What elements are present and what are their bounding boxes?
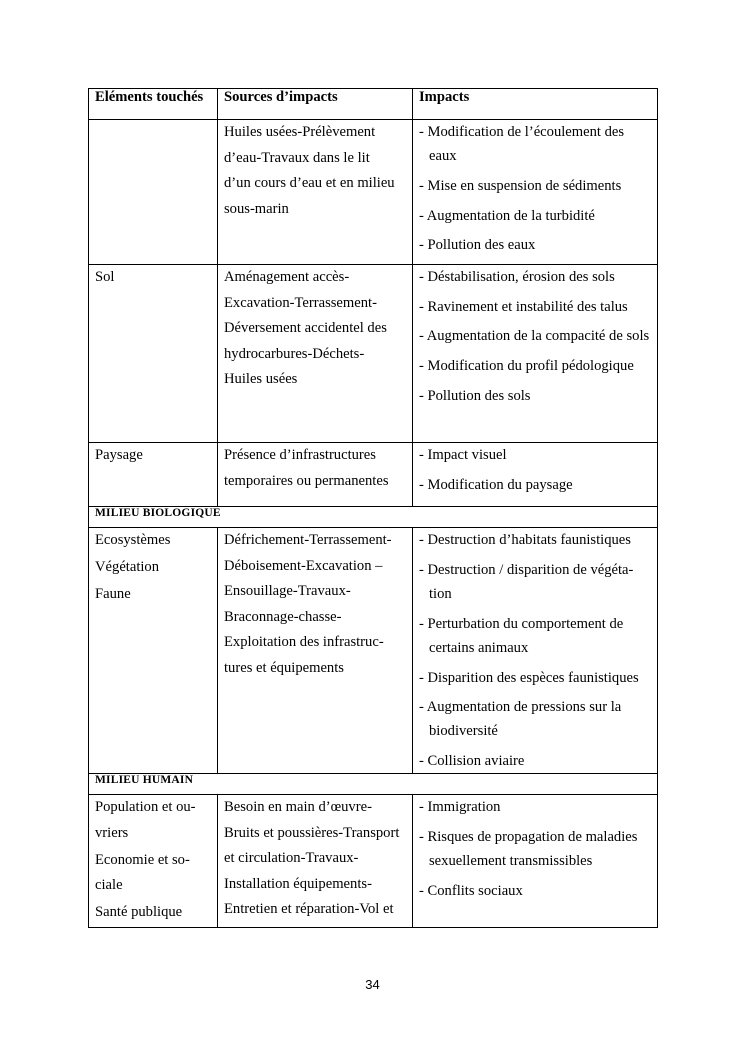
- impacts-table: [88, 88, 658, 928]
- element-label: Végétation: [95, 559, 160, 575]
- impact-item: - Ravinement et instabilité des talus: [419, 298, 628, 315]
- source-line: d’eau-Travaux dans le lit: [224, 149, 370, 166]
- source-line: et circulation-Travaux-: [224, 850, 359, 867]
- impact-item: - Modification de l’écoulement des eaux: [419, 124, 625, 165]
- impact-item: - Modification du profil pédologique: [419, 358, 634, 375]
- impact-item: - Modification du paysage: [419, 476, 573, 493]
- section-title-humain: MILIEU HUMAIN: [89, 774, 658, 795]
- impact-item: - Augmentation de la compacité de sols: [419, 328, 650, 345]
- impacts-cell: [413, 795, 658, 928]
- source-line: Exploitation des infrastruc-: [224, 634, 384, 650]
- impact-item: - Perturbation du comportement de certains animaux: [419, 615, 624, 656]
- impact-item: - Conflits sociaux: [419, 882, 523, 899]
- source-line: sous-marin: [224, 200, 289, 217]
- source-line: Déversement accidentel des: [224, 320, 387, 336]
- table-header-row: [89, 89, 658, 120]
- source-line: temporaires ou permanentes: [224, 472, 389, 489]
- table-row: [89, 443, 658, 507]
- page-number: 34: [365, 977, 380, 992]
- element-label: Ecosystèmes: [95, 532, 171, 548]
- sources-cell: [218, 265, 413, 443]
- source-line: Excavation-Terrassement-: [224, 294, 377, 311]
- sources-cell: [218, 120, 413, 265]
- source-line: Présence d’infrastructures: [224, 447, 376, 463]
- sources-cell: [218, 443, 413, 507]
- source-line: Défrichement-Terrassement-: [224, 532, 392, 548]
- element-label: Santé publique: [95, 904, 183, 921]
- source-line: Huiles usées: [224, 371, 298, 387]
- section-title-biologique: MILIEU BIOLOGIQUE: [89, 507, 658, 528]
- element-label: Economie et so-ciale: [95, 851, 190, 894]
- source-line: Besoin en main d’œuvre-: [224, 799, 372, 816]
- impact-item: - Destruction / disparition de végéta-tion: [419, 561, 634, 602]
- impact-item: - Immigration: [419, 799, 501, 816]
- section-row-biologique: [89, 507, 658, 528]
- impacts-cell: [413, 528, 658, 774]
- table-row: [89, 795, 658, 928]
- column-header-elements: Eléments touchés: [89, 89, 218, 120]
- impact-item: - Impact visuel: [419, 447, 507, 463]
- impacts-cell: [413, 120, 658, 265]
- impacts-cell: [413, 443, 658, 507]
- impact-item: - Pollution des eaux: [419, 237, 536, 254]
- elements-cell: [89, 795, 218, 928]
- source-line: Aménagement accès-: [224, 269, 350, 285]
- elements-cell: [89, 265, 218, 443]
- sources-cell: [218, 795, 413, 928]
- source-line: hydrocarbures-Déchets-: [224, 345, 365, 362]
- table-row: [89, 528, 658, 774]
- section-row-humain: [89, 774, 658, 795]
- element-label: Sol: [95, 269, 115, 285]
- column-header-sources: Sources d’impacts: [218, 89, 413, 120]
- source-line: Huiles usées-Prélèvement: [224, 124, 376, 140]
- impact-item: - Augmentation de la turbidité: [419, 207, 595, 224]
- column-header-impacts: Impacts: [413, 89, 658, 120]
- source-line: Installation équipements-: [224, 875, 372, 892]
- table-row: [89, 120, 658, 265]
- sources-cell: [218, 528, 413, 774]
- impact-item: - Risques de propagation de maladies sexuellement transmissibles: [419, 829, 638, 870]
- source-line: Entretien et réparation-Vol et: [224, 901, 394, 918]
- impact-item: - Disparition des espèces faunistiques: [419, 669, 639, 686]
- impact-item: - Augmentation de pressions sur la biodiversité: [419, 699, 622, 740]
- source-line: Braconnage-chasse-: [224, 608, 342, 625]
- impact-item: - Collision aviaire: [419, 753, 525, 770]
- impact-item: - Mise en suspension de sédiments: [419, 177, 622, 194]
- source-line: Déboisement-Excavation –: [224, 557, 383, 574]
- element-label: Faune: [95, 586, 131, 602]
- element-label: Paysage: [95, 447, 143, 463]
- elements-cell: [89, 120, 218, 265]
- element-label: Population et ou-vriers: [95, 799, 196, 841]
- table-row: [89, 265, 658, 443]
- source-line: tures et équipements: [224, 659, 344, 676]
- impact-item: - Déstabilisation, érosion des sols: [419, 269, 615, 285]
- impact-item: - Destruction d’habitats faunistiques: [419, 532, 631, 548]
- impacts-cell: [413, 265, 658, 443]
- elements-cell: [89, 528, 218, 774]
- source-line: d’un cours d’eau et en milieu: [224, 175, 395, 191]
- source-line: Bruits et poussières-Transport: [224, 824, 400, 841]
- source-line: Ensouillage-Travaux-: [224, 583, 351, 599]
- impact-item: - Pollution des sols: [419, 387, 531, 404]
- elements-cell: [89, 443, 218, 507]
